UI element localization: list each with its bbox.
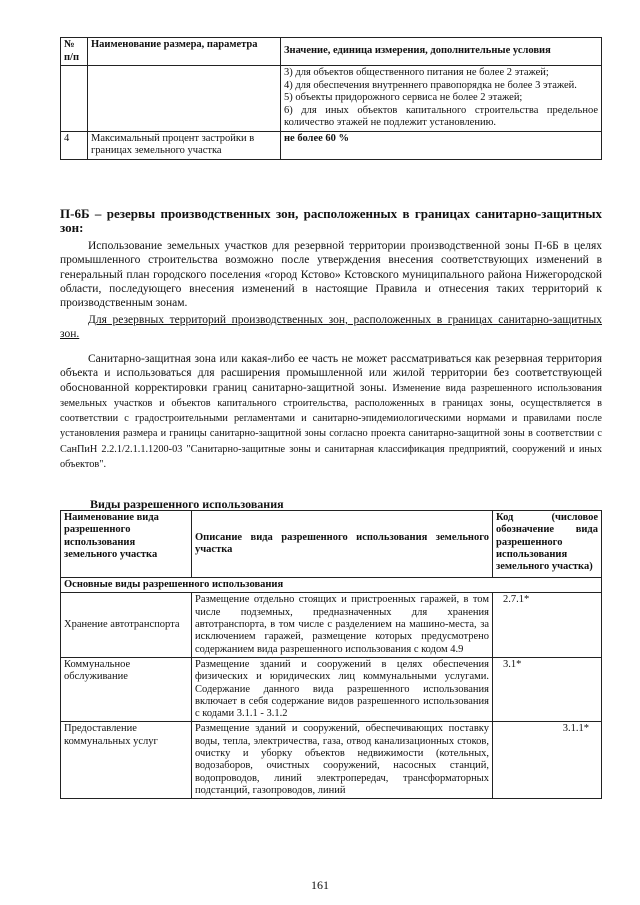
cell-empty	[61, 66, 88, 132]
table-row	[61, 722, 602, 799]
cell-use-name: Хранение автотранспорта	[61, 593, 192, 657]
paragraph-underlined: Для резервных территорий производственных зон, расположенных в границах санитарно-защитных зон.	[60, 314, 602, 341]
cell-use-name: Предоставление коммунальных услуг	[61, 722, 192, 799]
cell-parameter: Максимальный процент застройки в границах земельного участка	[88, 131, 281, 159]
table-row	[61, 593, 602, 657]
col-header-code: Код (числовое обозначение вида разрешенного использования земельного участка)	[493, 511, 602, 578]
cell-use-name: Коммунальное обслуживание	[61, 657, 192, 721]
cell-use-code: 3.1*	[493, 657, 602, 721]
table-row	[61, 131, 602, 159]
section-heading: П-6Б – резервы производственных зон, расположенных в границах санитарно-защитных зон:	[60, 206, 602, 235]
list-item: 4) для обеспечения внутреннего правопорядка не более 3 этажей.	[284, 79, 577, 91]
paragraph: Использование земельных участков для резервной территории производственной зоны П-6Б в целях промышленного строительства возможно после утверждения внесения соответствующих изменений в генеральный план городского поселения «город Кстово» Кстовского муниципального района Нижегородской области, последующего внесения изменений в настоящие Правила и отнесения таких территорий к производственным зонам.	[60, 240, 602, 310]
parameters-table	[60, 37, 602, 160]
table-header-row	[61, 511, 602, 578]
paragraph-text: Санитарно-защитная зона или какая-либо ее часть не может рассматриваться как резервная территория объекта и использоваться для расширения промышленной или жилой территории без соответствующей обоснованной корректировки границ санитарно-защитной зоны.	[60, 353, 602, 394]
table-header-row	[61, 38, 602, 66]
cell-value: не более 60 %	[281, 131, 602, 159]
cell-empty	[88, 66, 281, 132]
table-row	[61, 657, 602, 721]
section-label: Основные виды разрешенного использования	[61, 578, 602, 593]
cell-use-code: 2.7.1*	[493, 593, 602, 657]
cell-use-description: Размещение отдельно стоящих и пристроенных гаражей, в том числе подземных, предназначенных для хранения автотранспорта, в том числе с разделением на машино-места, за исключением гаражей, размещение которых предусмотрено содержанием вида разрешенного использования с кодом 4.9	[192, 593, 493, 657]
list-item: 3) для объектов общественного питания не более 2 этажей;	[284, 67, 549, 78]
col-header-number: № п/п	[61, 38, 88, 66]
table-title: Виды разрешенного использования	[90, 497, 284, 511]
list-item: 6) для иных объектов капитального строительства предельное количество этажей не подлежит установлению.	[284, 104, 598, 128]
table-section-row	[61, 578, 602, 593]
paragraph	[60, 352, 602, 472]
col-header-name: Наименование вида разрешенного использования земельного участка	[61, 511, 192, 578]
col-header-description: Описание вида разрешенного использования земельного участка	[192, 511, 493, 578]
list-item: 5) объекты придорожного сервиса не более 2 этажей;	[284, 92, 523, 103]
col-header-parameter: Наименование размера, параметра	[88, 38, 281, 66]
cell-use-description: Размещение зданий и сооружений, обеспечивающих поставку воды, тепла, электричества, газа, отвод канализационных стоков, очистку и уборку объектов недвижимости (котельных, водозаборов, очистных сооружений, насосных станций, водопроводов, линий электропередач, трансформаторных подстанций, газопроводов, линий	[192, 722, 493, 799]
cell-number: 4	[61, 131, 88, 159]
paragraph-text: Изменение вида разрешенного использования земельных участков и объектов капитального строительства, расположенных в границах зоны, осуществляется в соответствии с градостроительными регламентами и санитарно-эпидемиологическими нормами и правилами после установления размера и границы санитарно-защитной зоны согласно проекта санитарно-защитной зоны в соответствии с СанПиН 2.2.1/2.1.1.1200-03 "Санитарно-защитные зоны и санитарная классификация предприятий, сооружений и иных объектов".	[60, 382, 602, 471]
table-row	[61, 66, 602, 132]
page-number: 161	[311, 878, 329, 892]
col-header-value: Значение, единица измерения, дополнительные условия	[281, 38, 602, 66]
cell-floors-conditions	[281, 66, 602, 132]
permitted-uses-table	[60, 510, 602, 799]
cell-use-code: 3.1.1*	[493, 722, 602, 799]
cell-use-description: Размещение зданий и сооружений в целях обеспечения физических и юридических лиц коммунальными услугами. Содержание данного вида разрешенного использования включает в себя содержание видов разрешенного использования с кодами 3.1.1 - 3.1.2	[192, 657, 493, 721]
